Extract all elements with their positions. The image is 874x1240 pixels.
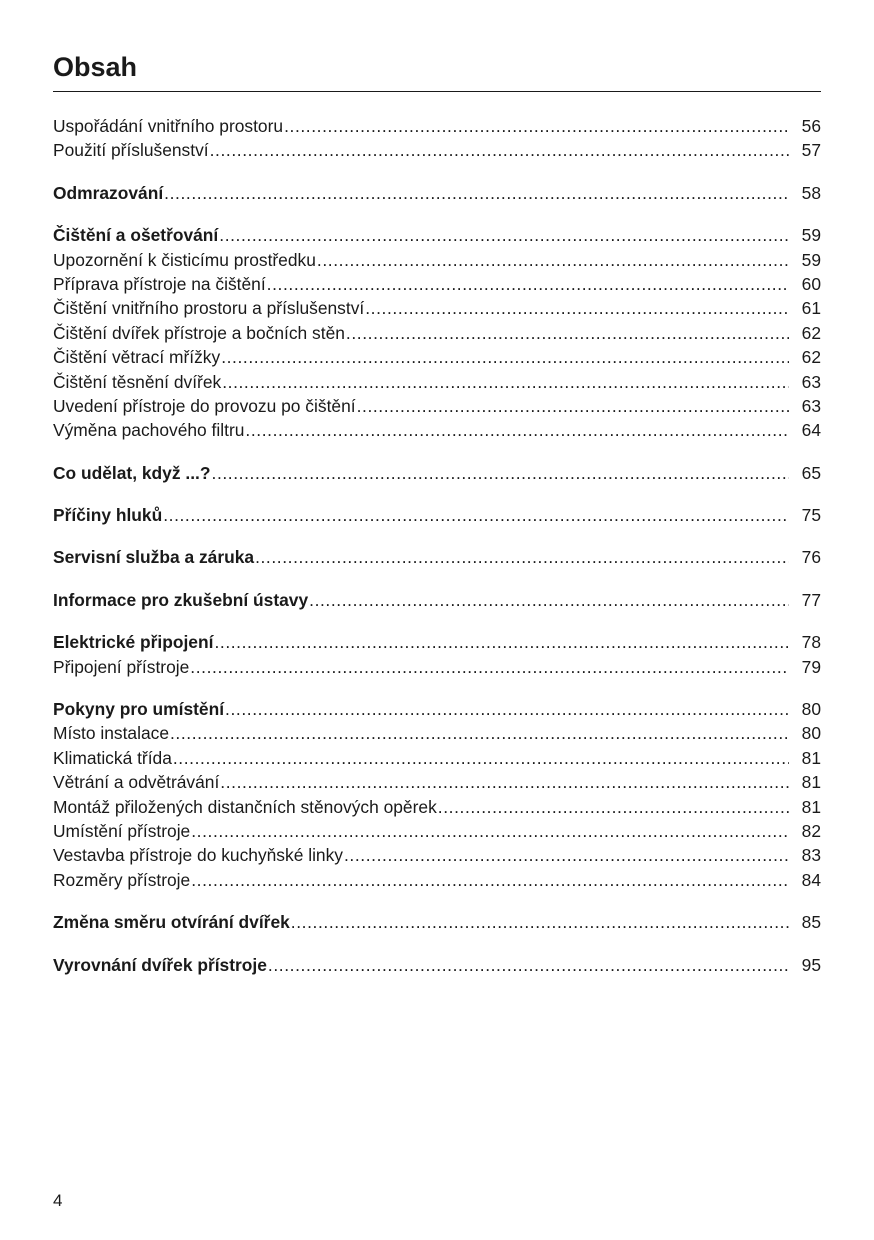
toc-entry-page: 59 — [801, 249, 821, 270]
toc-entry-label: Výměna pachového filtru — [53, 420, 245, 441]
toc-entry-label: Upozornění k čisticímu prostředku — [53, 249, 316, 270]
toc-dot-leader — [219, 223, 789, 247]
page-title: Obsah — [53, 52, 138, 82]
toc-dot-leader — [212, 461, 789, 485]
toc-dot-leader — [245, 418, 789, 442]
toc-entry-label: Co udělat, když ...? — [53, 462, 211, 483]
toc-dot-leader — [365, 296, 789, 320]
toc-entry-label: Čištění vnitřního prostoru a příslušenství — [53, 298, 365, 319]
toc-section — [53, 181, 821, 205]
toc-entry-label: Vyrovnání dvířek přístroje — [53, 954, 267, 975]
toc-heading-entry[interactable] — [53, 588, 821, 612]
toc-heading-entry[interactable] — [53, 223, 821, 247]
toc-entry-page: 63 — [801, 371, 821, 392]
toc-entry-page: 83 — [801, 845, 821, 866]
toc-entry-page: 81 — [801, 796, 821, 817]
toc-entry-page: 84 — [801, 869, 821, 890]
toc-section — [53, 953, 821, 977]
toc-entry-page: 95 — [801, 954, 821, 975]
toc-entry-label: Čištění těsnění dvířek — [53, 371, 222, 392]
toc-entry-page: 80 — [801, 723, 821, 744]
toc-entry[interactable] — [53, 248, 821, 272]
toc-heading-entry[interactable] — [53, 503, 821, 527]
toc-entry-page: 64 — [801, 420, 821, 441]
toc-dot-leader — [163, 503, 789, 527]
toc-entry[interactable] — [53, 843, 821, 867]
toc-entry-label: Použití příslušenství — [53, 140, 209, 161]
toc-dot-leader — [344, 843, 789, 867]
toc-dot-leader — [222, 370, 789, 394]
toc-entry-label: Rozměry přístroje — [53, 869, 191, 890]
toc-entry-label: Změna směru otvírání dvířek — [53, 912, 290, 933]
toc-entry-page: 60 — [801, 273, 821, 294]
toc-entry[interactable] — [53, 819, 821, 843]
toc-entry-label: Elektrické připojení — [53, 632, 214, 653]
toc-entry-page: 62 — [801, 322, 821, 343]
toc-heading-entry[interactable] — [53, 461, 821, 485]
toc-entry-label: Čištění větrací mřížky — [53, 347, 221, 368]
toc-entry[interactable] — [53, 321, 821, 345]
toc-dot-leader — [268, 953, 789, 977]
toc-entry-page: 59 — [801, 225, 821, 246]
page-number: 4 — [53, 1191, 63, 1210]
toc-entry-page: 57 — [801, 140, 821, 161]
toc-entry-page: 62 — [801, 347, 821, 368]
toc-entry-label: Informace pro zkušební ústavy — [53, 589, 309, 610]
toc-dot-leader — [291, 910, 789, 934]
title-divider — [53, 91, 821, 92]
toc-section — [53, 223, 821, 443]
toc-dot-leader — [317, 248, 789, 272]
toc-entry-label: Servisní služba a záruka — [53, 547, 255, 568]
toc-entry-page: 77 — [801, 589, 821, 610]
toc-entry[interactable] — [53, 114, 821, 138]
toc-entry-page: 81 — [801, 772, 821, 793]
toc-entry-page: 85 — [801, 912, 821, 933]
toc-entry[interactable] — [53, 370, 821, 394]
toc-section — [53, 503, 821, 527]
toc-entry[interactable] — [53, 418, 821, 442]
toc-dot-leader — [438, 795, 789, 819]
toc-heading-entry[interactable] — [53, 910, 821, 934]
toc-dot-leader — [190, 655, 789, 679]
toc-entry[interactable] — [53, 138, 821, 162]
toc-section — [53, 588, 821, 612]
toc-dot-leader — [170, 721, 789, 745]
toc-entry-page: 58 — [801, 182, 821, 203]
toc-entry-label: Vestavba přístroje do kuchyňské linky — [53, 845, 343, 866]
toc-section — [53, 545, 821, 569]
toc-entry-label: Příprava přístroje na čištění — [53, 273, 266, 294]
toc-entry[interactable] — [53, 770, 821, 794]
toc-heading-entry[interactable] — [53, 181, 821, 205]
toc-entry-label: Pokyny pro umístění — [53, 699, 225, 720]
toc-heading-entry[interactable] — [53, 697, 821, 721]
toc-dot-leader — [267, 272, 789, 296]
toc-entry-page: 82 — [801, 820, 821, 841]
toc-entry-label: Umístění přístroje — [53, 820, 191, 841]
toc-entry-page: 56 — [801, 116, 821, 136]
toc-entry-page: 79 — [801, 656, 821, 677]
toc-entry-page: 76 — [801, 547, 821, 568]
toc-entry-page: 63 — [801, 395, 821, 416]
toc-entry[interactable] — [53, 655, 821, 679]
toc-entry[interactable] — [53, 296, 821, 320]
toc-dot-leader — [164, 181, 789, 205]
toc-dot-leader — [221, 345, 789, 369]
toc-dot-leader — [210, 138, 789, 162]
toc-entry[interactable] — [53, 795, 821, 819]
toc-entry-page: 75 — [801, 505, 821, 526]
toc-entry-label: Připojení přístroje — [53, 656, 190, 677]
toc-dot-leader — [255, 545, 789, 569]
toc-dot-leader — [309, 588, 789, 612]
toc-entry[interactable] — [53, 345, 821, 369]
toc-heading-entry[interactable] — [53, 953, 821, 977]
toc-entry-label: Odmrazování — [53, 182, 164, 203]
toc-entry-label: Větrání a odvětrávání — [53, 772, 220, 793]
toc-entry-page: 80 — [801, 699, 821, 720]
toc-entry-label: Uvedení přístroje do provozu po čištění — [53, 395, 356, 416]
toc-entry-label: Montáž přiložených distančních stěnových opěrek — [53, 796, 437, 817]
toc-section — [53, 697, 821, 892]
toc-dot-leader — [357, 394, 789, 418]
toc-entry-label: Čištění a ošetřování — [53, 225, 219, 246]
table-of-contents — [53, 114, 821, 995]
toc-section — [53, 630, 821, 679]
toc-dot-leader — [225, 697, 789, 721]
toc-entry[interactable] — [53, 394, 821, 418]
toc-entry[interactable] — [53, 272, 821, 296]
toc-dot-leader — [173, 746, 789, 770]
toc-entry-label: Čištění dvířek přístroje a bočních stěn — [53, 322, 345, 343]
toc-heading-entry[interactable] — [53, 630, 821, 654]
toc-entry-label: Příčiny hluků — [53, 505, 163, 526]
toc-dot-leader — [214, 630, 789, 654]
toc-entry-page: 81 — [801, 747, 821, 768]
toc-entry-label: Místo instalace — [53, 723, 169, 744]
toc-section — [53, 910, 821, 934]
toc-section — [53, 114, 821, 163]
toc-dot-leader — [284, 114, 789, 138]
toc-dot-leader — [191, 819, 789, 843]
toc-dot-leader — [346, 321, 789, 345]
toc-dot-leader — [220, 770, 789, 794]
toc-entry-page: 61 — [801, 298, 821, 319]
toc-entry-page: 78 — [801, 632, 821, 653]
toc-entry[interactable] — [53, 868, 821, 892]
toc-entry[interactable] — [53, 721, 821, 745]
toc-entry[interactable] — [53, 746, 821, 770]
toc-entry-label: Uspořádání vnitřního prostoru — [53, 116, 284, 136]
toc-entry-label: Klimatická třída — [53, 747, 172, 768]
toc-section — [53, 461, 821, 485]
toc-dot-leader — [191, 868, 789, 892]
toc-heading-entry[interactable] — [53, 545, 821, 569]
toc-entry-page: 65 — [801, 462, 821, 483]
